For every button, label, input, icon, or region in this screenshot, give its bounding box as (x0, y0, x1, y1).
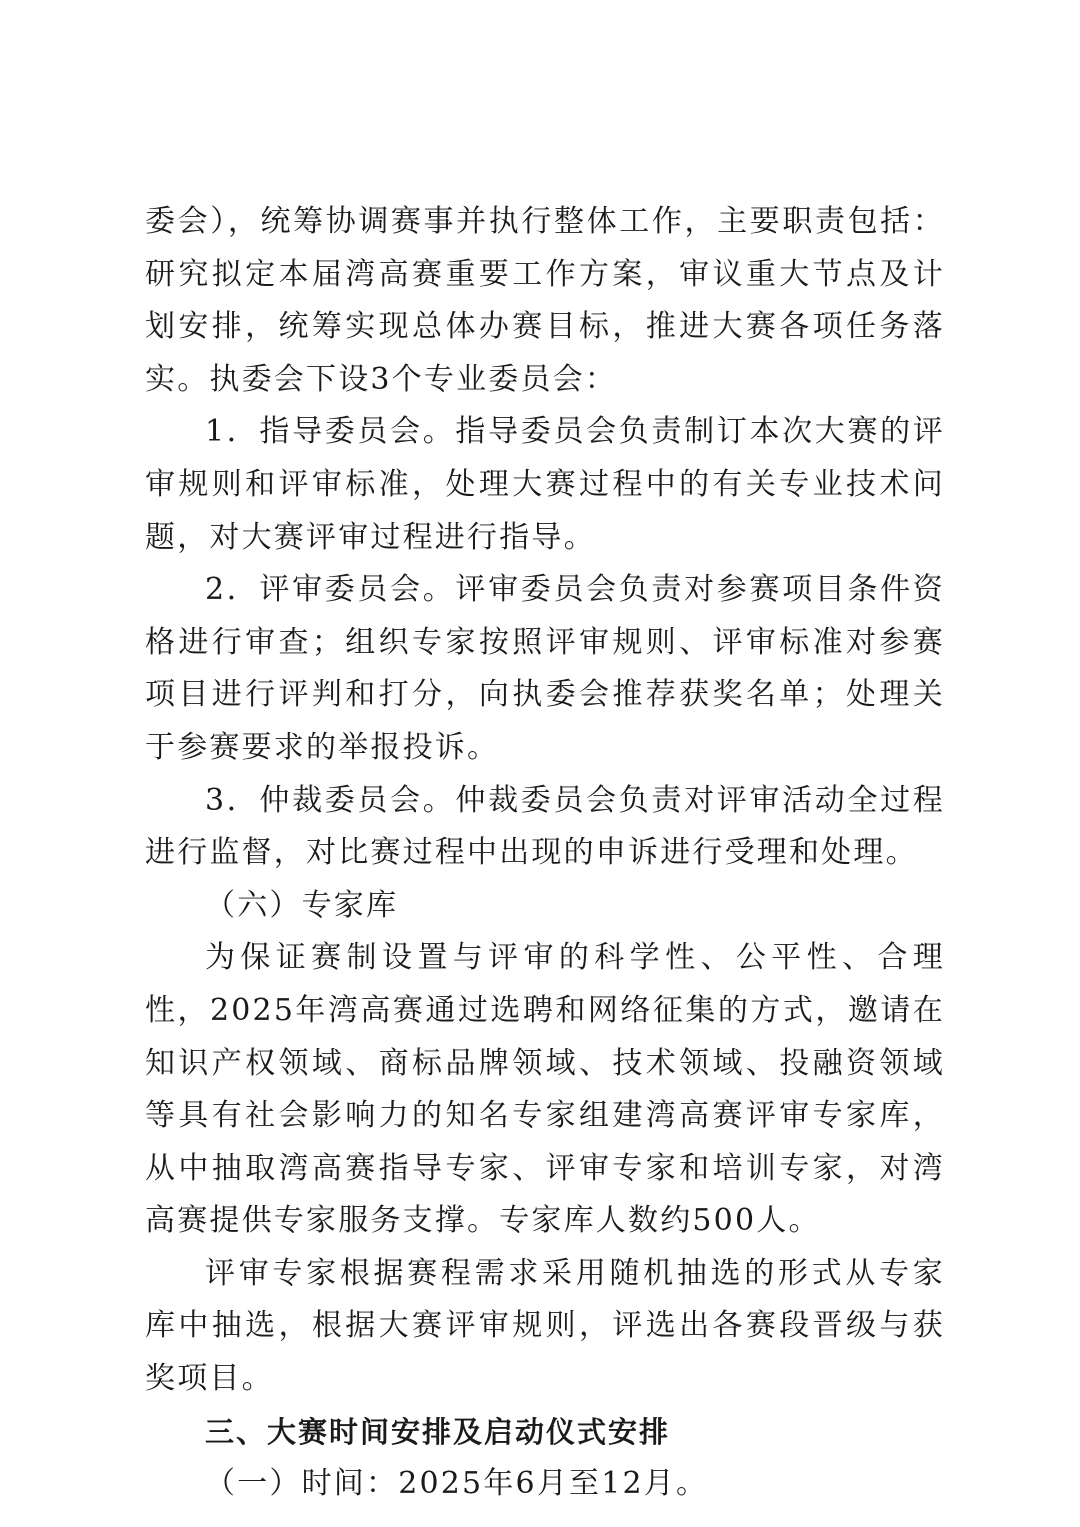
document-body (145, 196, 945, 1511)
paragraph-time: （一）时间：2025年6月至12月。 (205, 1466, 709, 1502)
paragraph-arbitration-committee: 3．仲裁委员会。仲裁委员会负责对评审活动全过程进行监督，对比赛过程中出现的申诉进行受理和处理。 (145, 782, 945, 871)
paragraph-executive-committee-duties: 委会），统筹协调赛事并执行整体工作，主要职责包括：研究拟定本届湾高赛重要工作方案，审议重大节点及计划安排，统筹实现总体办赛目标，推进大赛各项任务落实。执委会下设3个专业委员会： (145, 204, 945, 397)
subheading-expert-pool: （六）专家库 (205, 887, 399, 923)
paragraph-review-committee: 2．评审委员会。评审委员会负责对参赛项目条件资格进行审查；组织专家按照评审规则、评审标准对参赛项目进行评判和打分，向执委会推荐获奖名单；处理关于参赛要求的举报投诉。 (145, 572, 945, 765)
section-heading-schedule: 三、大赛时间安排及启动仪式安排 (205, 1414, 671, 1449)
paragraph-guidance-committee: 1．指导委员会。指导委员会负责制订本次大赛的评审规则和评审标准，处理大赛过程中的有关专业技术问题，对大赛评审过程进行指导。 (145, 414, 945, 555)
paragraph-expert-selection: 评审专家根据赛程需求采用随机抽选的形式从专家库中抽选，根据大赛评审规则，评选出各赛段晋级与获奖项目。 (145, 1255, 945, 1397)
paragraph-expert-pool-description: 为保证赛制设置与评审的科学性、公平性、合理性，2025年湾高赛通过选聘和网络征集的方式，邀请在知识产权领域、商标品牌领域、技术领域、投融资领域等具有社会影响力的知名专家组建湾高赛评审专家库，从中抽取湾高赛指导专家、评审专家和培训专家，对湾高赛提供专家服务支撑。专家库人数约500人。 (145, 940, 946, 1239)
